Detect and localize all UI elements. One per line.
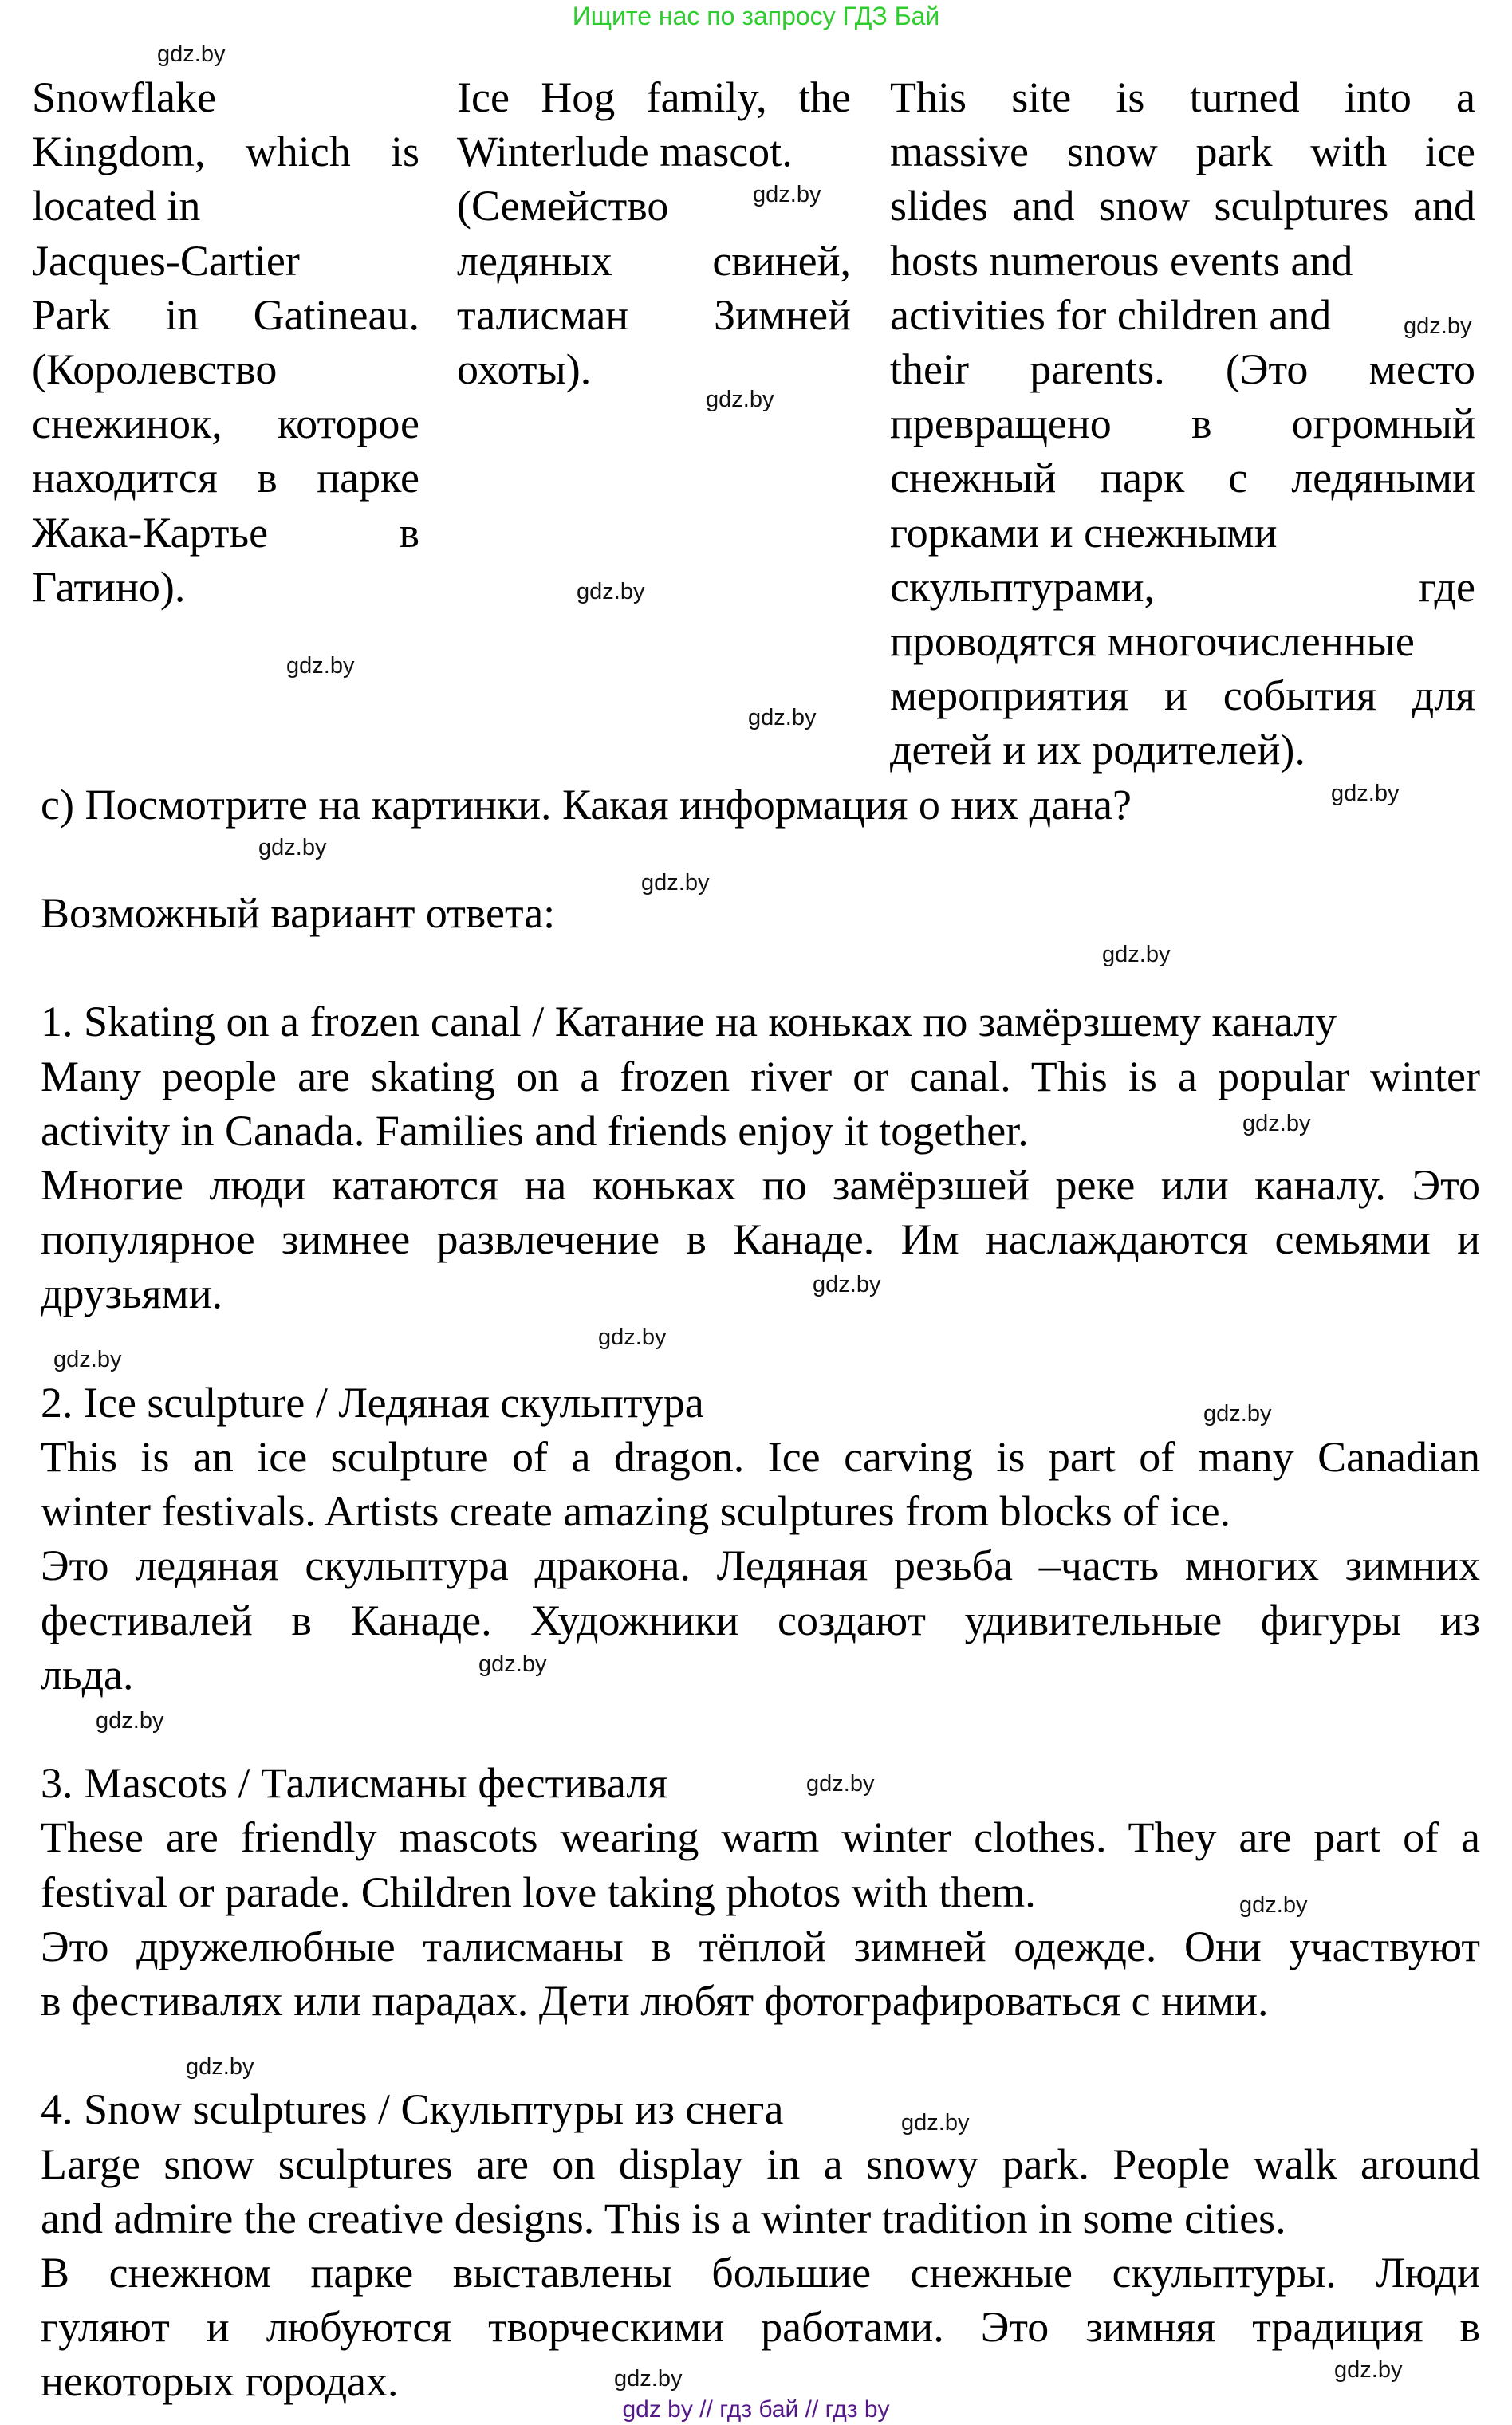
item-line: This is an ice sculpture of a dragon. Ice carving is part of many Canadian [41,1433,1480,1481]
item-title: 2. Ice sculpture / Ледяная скульптура [41,1378,704,1427]
watermark: gdz.by [1242,1111,1311,1136]
column-1-line: located in [32,182,201,230]
watermark: gdz.by [1203,1401,1272,1427]
column-1-line: Park in Gatineau. [32,290,419,339]
item-line: These are friendly mascots wearing warm winter clothes. They are part of a [41,1813,1480,1862]
watermark: gdz.by [598,1325,667,1350]
item-line: festival or parade. Children love taking photos with them. [41,1868,1036,1916]
column-1-line: Kingdom, which is [32,128,419,176]
watermark: gdz.by [1334,2357,1403,2383]
item-title: 3. Mascots / Талисманы фестиваля [41,1759,668,1808]
column-1-line: снежинок, которое [32,400,419,448]
column-2-line: Ice Hog family, the [457,73,851,121]
column-3-line: massive snow park with ice [890,128,1475,176]
column-3-line: превращено в огромный [890,400,1475,448]
watermark: gdz.by [478,1651,547,1677]
watermark: gdz.by [901,2110,970,2136]
column-3-line: проводятся многочисленные [890,617,1415,665]
item-line: некоторых городах. [41,2357,399,2406]
watermark: gdz.by [1331,781,1400,806]
site-footer: gdz by // гдз бай // гдз by [622,2396,890,2423]
watermark: gdz.by [1102,942,1171,967]
column-1-line: Snowflake [32,73,216,121]
column-2-line: Winterlude mascot. [457,128,793,176]
item-title: 4. Snow sculptures / Скульптуры из снега [41,2085,784,2134]
watermark: gdz.by [157,41,226,67]
column-3-line: снежный парк с ледяными [890,454,1475,502]
watermark: gdz.by [748,705,817,730]
watermark: gdz.by [286,653,355,679]
column-1-line: Жака-Картье в [32,508,419,557]
item-line: льда. [41,1650,134,1699]
item-line: в фестивалях или парадах. Дети любят фотографироваться с ними. [41,1977,1269,2025]
column-3-line: детей и их родителей). [890,726,1305,774]
watermark: gdz.by [53,1347,122,1372]
column-1-line: Jacques-Cartier [32,236,300,285]
item-line: Это дружелюбные талисманы в тёплой зимней одежде. Они участвуют [41,1922,1480,1970]
site-banner: Ищите нас по запросу ГДЗ Бай [572,2,940,30]
answer-label: Возможный вариант ответа: [41,889,556,937]
item-line: winter festivals. Artists create amazing sculptures from blocks of ice. [41,1487,1231,1536]
column-3-line: скульптурами, где [890,562,1475,611]
column-2-line: охоты). [457,345,592,393]
column-1-line: (Королевство [32,345,278,393]
item-line: популярное зимнее развлечение в Канаде. Им наслаждаются семьями и [41,1215,1480,1264]
item-line: Многие люди катаются на коньках по замёрзшей реке или каналу. Это [41,1161,1480,1209]
item-line: and admire the creative designs. This is a winter tradition in some cities. [41,2194,1286,2242]
watermark: gdz.by [641,870,710,896]
question-text: c) Посмотрите на картинки. Какая информация о них дана? [41,780,1132,829]
watermark: gdz.by [186,2054,254,2080]
column-2-line: ледяных свиней, [457,236,851,285]
column-3-line: мероприятия и события для [890,671,1475,720]
watermark: gdz.by [577,579,645,604]
column-1-line: Гатино). [32,562,186,611]
column-2-line: талисман Зимней [457,290,851,339]
item-line: Это ледяная скульптура дракона. Ледяная резьба –часть многих зимних [41,1541,1480,1590]
watermark: gdz.by [1239,1892,1308,1918]
column-2-line: (Семейство [457,182,669,230]
watermark: gdz.by [706,387,774,412]
item-line: activity in Canada. Families and friends enjoy it together. [41,1106,1029,1155]
watermark: gdz.by [258,835,327,860]
column-3-line: hosts numerous events and [890,236,1353,285]
watermark: gdz.by [614,2366,683,2392]
item-line: фестивалей в Канаде. Художники создают удивительные фигуры из [41,1596,1480,1644]
watermark: gdz.by [753,182,821,207]
watermark: gdz.by [813,1272,881,1297]
column-1-line: находится в парке [32,454,419,502]
item-line: друзьями. [41,1270,223,1318]
item-line: Many people are skating on a frozen river or canal. This is a popular winter [41,1052,1480,1100]
watermark: gdz.by [806,1771,875,1797]
column-3-line: горками и снежными [890,508,1278,557]
column-3-line: activities for children and [890,290,1332,339]
column-3-line: their parents. (Это место [890,345,1475,393]
item-line: Large snow sculptures are on display in a snowy park. People walk around [41,2140,1480,2188]
item-line: В снежном парке выставлены большие снежные скульптуры. Люди [41,2249,1480,2297]
item-line: гуляют и любуются творческими работами. Это зимняя традиция в [41,2303,1480,2352]
watermark: gdz.by [1404,313,1472,339]
column-3-line: slides and snow sculptures and [890,182,1475,230]
watermark: gdz.by [96,1708,164,1734]
item-title: 1. Skating on a frozen canal / Катание на коньках по замёрзшему каналу [41,998,1337,1046]
column-3-line: This site is turned into a [890,73,1475,121]
